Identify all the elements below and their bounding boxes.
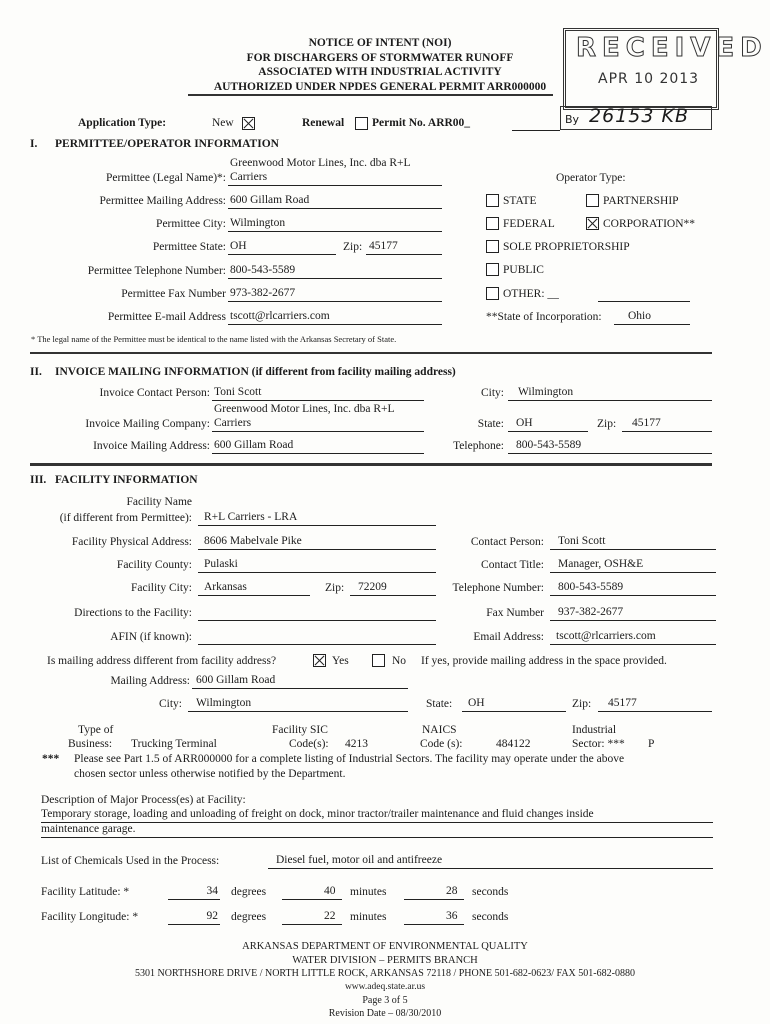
naics-label-1: NAICS bbox=[422, 724, 457, 736]
received-by-box bbox=[560, 106, 712, 130]
naics-label-2: Code (s): bbox=[420, 738, 463, 750]
section-2-divider bbox=[30, 463, 712, 466]
industrial-sector-label-1: Industrial bbox=[572, 724, 617, 736]
facility-name-value: R+L Carriers - LRA bbox=[204, 511, 298, 523]
facility-fax-value: 937-382-2677 bbox=[558, 606, 624, 618]
invoice-zip-field[interactable] bbox=[622, 417, 712, 432]
invoice-address-field[interactable] bbox=[212, 439, 424, 454]
longitude-minutes-field[interactable] bbox=[282, 910, 342, 925]
invoice-company-line2: Carriers bbox=[214, 417, 252, 429]
permittee-fax-label: Permittee Fax Number bbox=[121, 288, 226, 300]
process-description-line-1: Temporary storage, loading and unloading of freight on dock, minor tractor/trailer maintenance and fluid changes inside bbox=[41, 808, 594, 820]
facility-directions-label: Directions to the Facility: bbox=[74, 607, 192, 619]
operator-sole-proprietorship-label: SOLE PROPRIETORSHIP bbox=[503, 241, 630, 253]
sector-note-stars: *** bbox=[42, 753, 60, 765]
section-1-number: I. bbox=[30, 138, 38, 150]
mailing-different-question: Is mailing address different from facility address? bbox=[47, 655, 277, 667]
latitude-degrees-value: 34 bbox=[206, 885, 218, 897]
form-header bbox=[170, 36, 590, 94]
legal-name-footnote: * The legal name of the Permittee must be identical to the name listed with the Arkansas Secretary of State. bbox=[31, 334, 397, 344]
latitude-seconds-value: 28 bbox=[446, 885, 458, 897]
invoice-contact-label: Invoice Contact Person: bbox=[99, 387, 210, 399]
facility-directions-field[interactable] bbox=[198, 606, 436, 621]
operator-federal-label: FEDERAL bbox=[503, 218, 555, 230]
latitude-minutes-value: 40 bbox=[324, 885, 336, 897]
section-2-title: INVOICE MAILING INFORMATION (if different from facility mailing address) bbox=[55, 366, 456, 378]
state-of-incorporation-field[interactable] bbox=[614, 310, 690, 325]
longitude-degrees-field[interactable] bbox=[168, 910, 220, 925]
latitude-degrees-word: degrees bbox=[231, 886, 267, 898]
facility-zip-value: 72209 bbox=[358, 581, 387, 593]
longitude-seconds-field[interactable] bbox=[404, 910, 464, 925]
longitude-degrees-value: 92 bbox=[206, 910, 218, 922]
invoice-city-label: City: bbox=[480, 387, 504, 399]
received-stamp bbox=[563, 28, 768, 110]
operator-type-label: Operator Type: bbox=[556, 172, 626, 184]
business-type-label-1: Type of bbox=[78, 724, 114, 736]
state-of-incorporation-value: Ohio bbox=[628, 310, 651, 322]
permittee-state-label: Permittee State: bbox=[152, 241, 226, 253]
application-new-checkbox[interactable] bbox=[242, 117, 255, 130]
chemicals-label: List of Chemicals Used in the Process: bbox=[41, 855, 220, 867]
permit-number-field[interactable] bbox=[512, 116, 560, 131]
mailing-different-yes-label: Yes bbox=[332, 655, 349, 667]
section-2-number: II. bbox=[30, 366, 42, 378]
facility-physical-address-label: Facility Physical Address: bbox=[71, 536, 192, 548]
permittee-mailing-address-label: Permittee Mailing Address: bbox=[99, 195, 226, 207]
permittee-phone-field[interactable] bbox=[228, 264, 442, 279]
received-stamp-date: APR 10 2013 bbox=[598, 71, 700, 87]
invoice-phone-field[interactable] bbox=[508, 439, 712, 454]
facility-city-field[interactable] bbox=[198, 581, 310, 596]
mailing-different-no-checkbox[interactable] bbox=[372, 654, 385, 667]
permittee-legal-name-label: Permittee (Legal Name)*: bbox=[105, 172, 226, 184]
operator-other-label: OTHER: __ bbox=[503, 288, 559, 300]
permittee-legal-name-line2: Carriers bbox=[230, 171, 268, 183]
sector-note-line-2: chosen sector unless otherwise notified by the Department. bbox=[74, 768, 346, 780]
permit-number-label: Permit No. ARR00_ bbox=[372, 117, 471, 129]
invoice-contact-value: Toni Scott bbox=[214, 386, 262, 398]
permittee-legal-name-field[interactable] bbox=[228, 171, 442, 186]
facility-contact-field[interactable] bbox=[550, 535, 716, 550]
facility-mailing-city-label: City: bbox=[158, 698, 182, 710]
facility-mailing-state-label: State: bbox=[426, 698, 453, 710]
application-renewal-label: Renewal bbox=[302, 117, 345, 129]
footer-page-number: Page 3 of 5 bbox=[362, 995, 408, 1006]
invoice-zip-label: Zip: bbox=[597, 418, 617, 430]
facility-mailing-city-field[interactable] bbox=[188, 697, 408, 712]
facility-name-label-1: Facility Name bbox=[126, 496, 192, 508]
header-line-3: ASSOCIATED WITH INDUSTRIAL ACTIVITY bbox=[258, 66, 502, 78]
operator-partnership-checkbox[interactable] bbox=[586, 194, 599, 207]
facility-mailing-city-value: Wilmington bbox=[196, 697, 252, 709]
permittee-zip-field[interactable] bbox=[366, 240, 442, 255]
facility-mailing-state-field[interactable] bbox=[462, 697, 566, 712]
operator-sole-proprietorship-checkbox[interactable] bbox=[486, 240, 499, 253]
longitude-label: Facility Longitude: * bbox=[41, 911, 139, 923]
permittee-state-value: OH bbox=[230, 240, 247, 252]
permittee-fax-field[interactable] bbox=[228, 287, 442, 302]
permittee-state-field[interactable] bbox=[228, 240, 336, 255]
business-type-label-2: Business: bbox=[68, 738, 113, 750]
section-3-title: FACILITY INFORMATION bbox=[55, 474, 198, 486]
longitude-minutes-word: minutes bbox=[350, 911, 387, 923]
longitude-degrees-word: degrees bbox=[231, 911, 267, 923]
latitude-seconds-word: seconds bbox=[472, 886, 509, 898]
application-new-label: New bbox=[212, 117, 234, 129]
invoice-state-label: State: bbox=[477, 418, 504, 430]
footer-agency: ARKANSAS DEPARTMENT OF ENVIRONMENTAL QUALITY bbox=[242, 941, 528, 952]
invoice-state-field[interactable] bbox=[508, 417, 588, 432]
facility-city-label: Facility City: bbox=[130, 582, 192, 594]
permittee-city-label: Permittee City: bbox=[156, 218, 226, 230]
longitude-minutes-value: 22 bbox=[324, 910, 336, 922]
permittee-fax-value: 973-382-2677 bbox=[230, 287, 296, 299]
facility-mailing-state-value: OH bbox=[468, 697, 485, 709]
invoice-company-label: Invoice Mailing Company: bbox=[85, 418, 210, 430]
facility-mailing-address-value: 600 Gillam Road bbox=[196, 674, 276, 686]
invoice-city-value: Wilmington bbox=[518, 386, 574, 398]
sic-value: 4213 bbox=[345, 738, 368, 750]
footer-address: 5301 NORTHSHORE DRIVE / NORTH LITTLE ROCK, ARKANSAS 72118 / PHONE 501-682-0623/ FAX 501-682-0880 bbox=[135, 968, 635, 979]
footer-website[interactable]: www.adeq.state.ar.us bbox=[344, 982, 426, 992]
invoice-zip-value: 45177 bbox=[632, 417, 661, 429]
received-stamp-text: RECEIVED bbox=[576, 33, 768, 63]
afin-field[interactable] bbox=[198, 630, 436, 645]
mailing-different-note: If yes, provide mailing address in the space provided. bbox=[421, 655, 667, 667]
process-description-field[interactable] bbox=[41, 808, 713, 823]
chemicals-value: Diesel fuel, motor oil and antifreeze bbox=[276, 854, 443, 866]
application-type-label: Application Type: bbox=[78, 117, 167, 129]
mailing-different-yes-checkbox[interactable] bbox=[313, 654, 326, 667]
state-of-incorporation-label: **State of Incorporation: bbox=[486, 311, 602, 323]
header-line-1: NOTICE OF INTENT (NOI) bbox=[308, 37, 452, 49]
facility-fax-field[interactable] bbox=[550, 606, 716, 621]
facility-city-value: Arkansas bbox=[204, 581, 247, 593]
invoice-contact-field[interactable] bbox=[212, 386, 424, 401]
latitude-degrees-field[interactable] bbox=[168, 885, 220, 900]
section-1-title: PERMITTEE/OPERATOR INFORMATION bbox=[55, 138, 279, 150]
operator-other-field[interactable] bbox=[598, 287, 690, 302]
business-type-value: Trucking Terminal bbox=[131, 738, 217, 750]
header-line-4: AUTHORIZED UNDER NPDES GENERAL PERMIT ARR000000 bbox=[213, 80, 547, 93]
afin-label: AFIN (if known): bbox=[110, 631, 192, 643]
operator-partnership-label: PARTNERSHIP bbox=[603, 195, 679, 207]
permittee-mailing-address-field[interactable] bbox=[228, 194, 442, 209]
invoice-company-field[interactable] bbox=[212, 417, 424, 432]
facility-zip-label: Zip: bbox=[325, 582, 345, 594]
facility-contact-value: Toni Scott bbox=[558, 535, 606, 547]
invoice-address-label: Invoice Mailing Address: bbox=[93, 440, 210, 452]
longitude-seconds-value: 36 bbox=[446, 910, 458, 922]
process-description-label: Description of Major Process(es) at Facility: bbox=[41, 794, 246, 806]
facility-phone-label: Telephone Number: bbox=[452, 582, 544, 594]
facility-county-label: Facility County: bbox=[116, 559, 192, 571]
facility-contact-title-value: Manager, OSH&E bbox=[558, 558, 644, 570]
permittee-city-field[interactable] bbox=[228, 217, 442, 232]
received-by-handwriting: 26153 KB bbox=[589, 105, 689, 127]
mailing-different-no-label: No bbox=[392, 655, 407, 667]
section-3-number: III. bbox=[30, 474, 47, 486]
invoice-city-field[interactable] bbox=[508, 386, 712, 401]
footer-revision-date: Revision Date – 08/30/2010 bbox=[328, 1008, 442, 1019]
facility-contact-title-field[interactable] bbox=[550, 558, 716, 573]
permittee-phone-value: 800-543-5589 bbox=[230, 264, 296, 276]
facility-email-field[interactable] bbox=[550, 630, 716, 645]
permittee-city-value: Wilmington bbox=[230, 217, 286, 229]
industrial-sector-label-2: Sector: *** bbox=[572, 738, 625, 750]
application-renewal-checkbox[interactable] bbox=[355, 117, 368, 130]
invoice-company-line1: Greenwood Motor Lines, Inc. dba R+L bbox=[214, 403, 395, 415]
latitude-seconds-field[interactable] bbox=[404, 885, 464, 900]
received-by-label: By bbox=[565, 113, 580, 126]
facility-phone-field[interactable] bbox=[550, 581, 716, 596]
latitude-minutes-word: minutes bbox=[350, 886, 387, 898]
facility-fax-label: Fax Number bbox=[486, 607, 544, 619]
operator-state-checkbox[interactable] bbox=[486, 194, 499, 207]
chemicals-field[interactable] bbox=[268, 854, 713, 869]
facility-contact-label: Contact Person: bbox=[470, 536, 544, 548]
invoice-phone-label: Telephone: bbox=[453, 440, 504, 452]
facility-email-value: tscott@rlcarriers.com bbox=[556, 630, 656, 642]
latitude-label: Facility Latitude: * bbox=[41, 886, 130, 898]
section-1-divider bbox=[30, 352, 712, 354]
naics-value: 484122 bbox=[496, 738, 531, 750]
process-description-line-2: maintenance garage. bbox=[41, 823, 136, 835]
facility-mailing-zip-field[interactable] bbox=[598, 697, 712, 712]
sector-note-line-1: Please see Part 1.5 of ARR000000 for a complete listing of Industrial Sectors. The facility may operate under the above bbox=[74, 753, 625, 765]
latitude-minutes-field[interactable] bbox=[282, 885, 342, 900]
invoice-phone-value: 800-543-5589 bbox=[516, 439, 582, 451]
facility-name-label-2: (if different from Permittee): bbox=[59, 512, 192, 524]
permittee-phone-label: Permittee Telephone Number: bbox=[87, 265, 226, 277]
permittee-legal-name-line1: Greenwood Motor Lines, Inc. dba R+L bbox=[230, 157, 411, 169]
facility-county-value: Pulaski bbox=[204, 558, 238, 570]
facility-mailing-address-label: Mailing Address: bbox=[110, 675, 190, 687]
facility-mailing-zip-label: Zip: bbox=[572, 698, 592, 710]
permittee-zip-label: Zip: bbox=[343, 241, 363, 253]
permittee-mailing-address-value: 600 Gillam Road bbox=[230, 194, 310, 206]
footer-division: WATER DIVISION – PERMITS BRANCH bbox=[292, 955, 478, 966]
operator-public-label: PUBLIC bbox=[503, 264, 544, 276]
sic-label-1: Facility SIC bbox=[272, 724, 328, 736]
facility-email-label: Email Address: bbox=[473, 631, 544, 643]
process-description-field-2[interactable] bbox=[41, 823, 713, 838]
permittee-email-label: Permittee E-mail Address bbox=[107, 311, 226, 323]
operator-corporation-checkbox[interactable] bbox=[586, 217, 599, 230]
facility-physical-address-value: 8606 Mabelvale Pike bbox=[204, 535, 302, 547]
header-line-2: FOR DISCHARGERS OF STORMWATER RUNOFF bbox=[246, 51, 514, 64]
facility-county-field[interactable] bbox=[198, 558, 436, 573]
operator-federal-checkbox[interactable] bbox=[486, 217, 499, 230]
operator-state-label: STATE bbox=[503, 195, 537, 207]
operator-public-checkbox[interactable] bbox=[486, 263, 499, 276]
sic-label-2: Code(s): bbox=[289, 738, 329, 750]
permittee-email-field[interactable] bbox=[228, 310, 442, 325]
operator-corporation-label: CORPORATION** bbox=[603, 218, 696, 230]
header-underline bbox=[188, 94, 553, 96]
invoice-address-value: 600 Gillam Road bbox=[214, 439, 294, 451]
facility-mailing-zip-value: 45177 bbox=[608, 697, 637, 709]
invoice-state-value: OH bbox=[516, 417, 533, 429]
facility-physical-address-field[interactable] bbox=[198, 535, 436, 550]
operator-other-checkbox[interactable] bbox=[486, 287, 499, 300]
facility-mailing-address-field[interactable] bbox=[192, 674, 408, 689]
longitude-seconds-word: seconds bbox=[472, 911, 509, 923]
industrial-sector-value: P bbox=[648, 738, 655, 750]
permittee-zip-value: 45177 bbox=[369, 240, 398, 252]
facility-name-field[interactable] bbox=[198, 511, 436, 526]
facility-phone-value: 800-543-5589 bbox=[558, 581, 624, 593]
facility-contact-title-label: Contact Title: bbox=[481, 559, 544, 571]
permittee-email-value: tscott@rlcarriers.com bbox=[230, 310, 330, 322]
